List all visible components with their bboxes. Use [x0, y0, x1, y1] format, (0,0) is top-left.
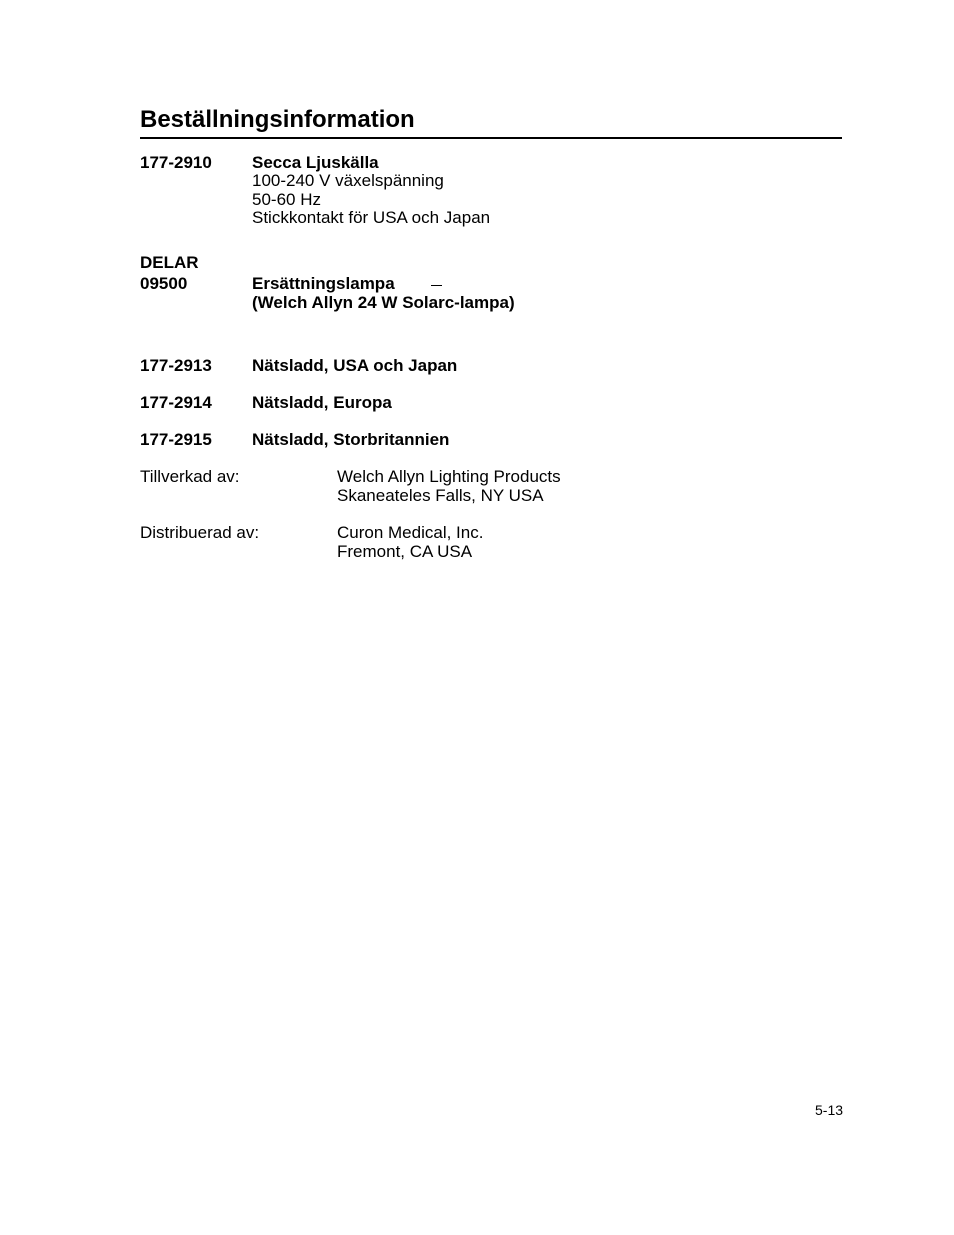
cord-name: Nätsladd, Storbritannien — [252, 430, 450, 449]
manufacturer-line: Welch Allyn Lighting Products — [337, 467, 561, 486]
item-detail: 50-60 Hz — [252, 189, 321, 209]
item-detail: 100-240 V växelspänning — [252, 171, 444, 190]
item-code: 177-2910 — [140, 153, 212, 172]
part-code: 09500 — [140, 274, 188, 293]
cord-name: Nätsladd, USA och Japan — [252, 356, 458, 375]
manufacturer-label: Tillverkad av: — [140, 467, 240, 486]
part-detail: (Welch Allyn 24 W Solarc-lampa) — [252, 293, 515, 312]
item-name: Secca Ljuskälla — [252, 153, 379, 172]
cord-name: Nätsladd, Europa — [252, 393, 392, 412]
cord-code: 177-2915 — [140, 430, 212, 449]
parts-heading: DELAR — [140, 253, 199, 272]
stray-mark — [431, 285, 442, 286]
manufacturer-line: Skaneateles Falls, NY USA — [337, 485, 544, 505]
item-block — [252, 153, 490, 228]
cord-code: 177-2913 — [140, 356, 212, 375]
page-title: Beställningsinformation — [140, 106, 415, 133]
distributor-block — [337, 524, 483, 561]
page-number: 5-13 — [815, 1102, 844, 1118]
distributor-line: Curon Medical, Inc. — [337, 523, 484, 542]
title-rule — [140, 137, 842, 139]
manufacturer-block — [337, 468, 561, 505]
item-detail: Stickkontakt för USA och Japan — [252, 208, 491, 227]
part-name: Ersättningslampa — [252, 274, 395, 293]
distributor-line: Fremont, CA USA — [337, 541, 473, 561]
distributor-label: Distribuerad av: — [140, 523, 260, 542]
part-block — [252, 274, 515, 312]
cord-code: 177-2914 — [140, 393, 212, 412]
